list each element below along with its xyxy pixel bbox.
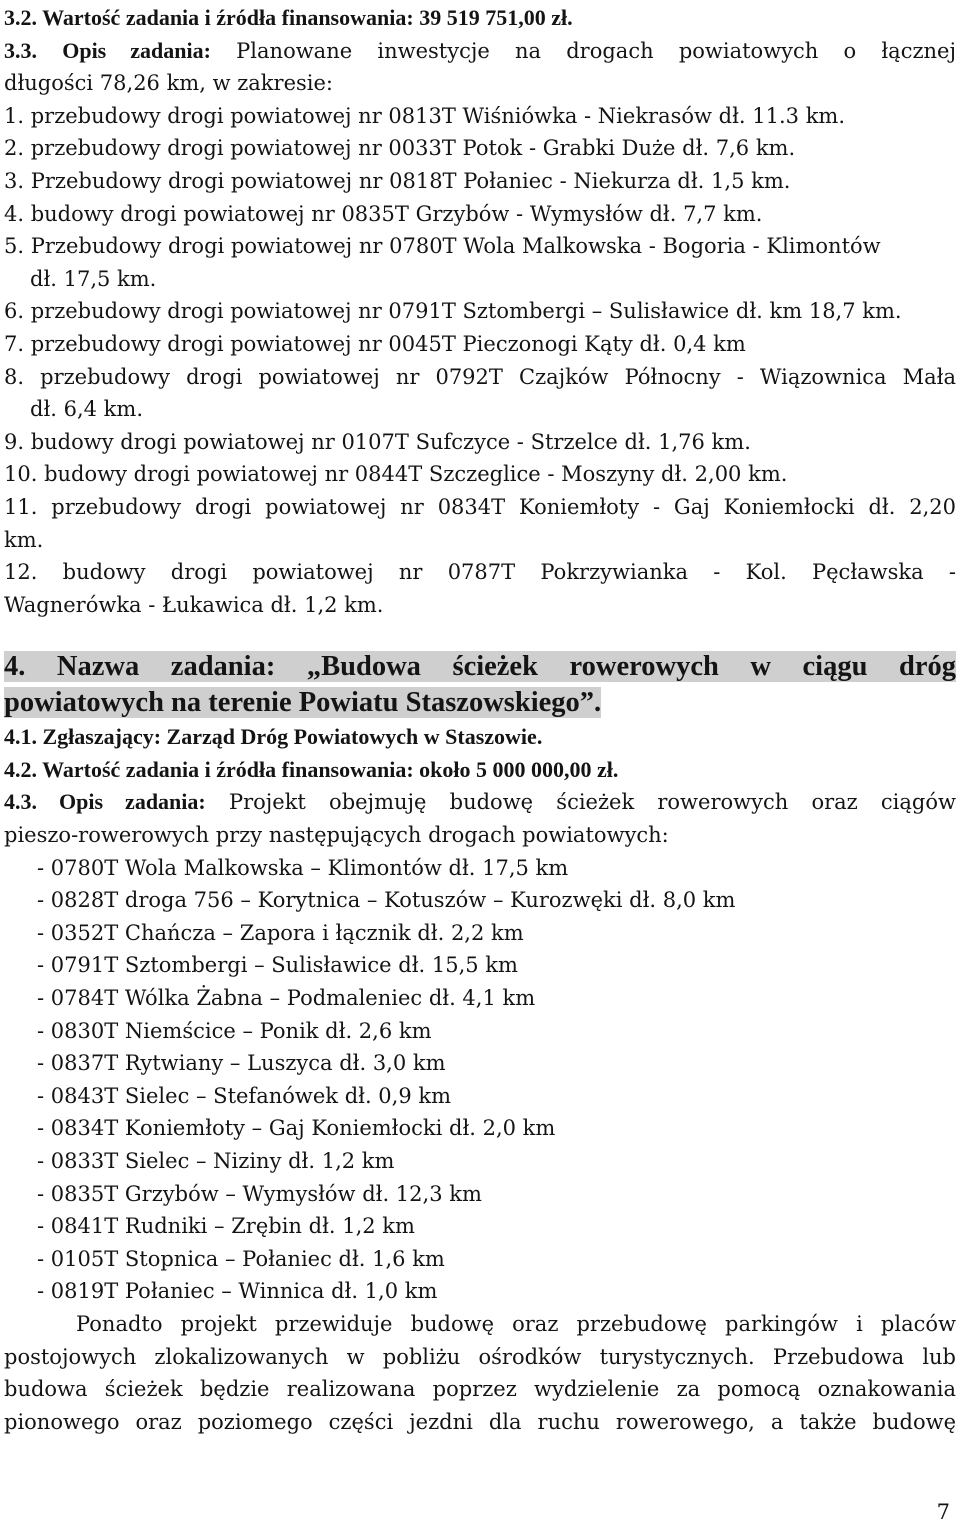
road-item: - 0105T Stopnica – Połaniec dł. 1,6 km bbox=[37, 1246, 445, 1271]
section-3-3: 3.3. Opis zadania: Planowane inwestycje na drogach powiatowych o łącznej bbox=[4, 37, 956, 63]
section-4-2: 4.2. Wartość zadania i źródła finansowania: około 5 000 000,00 zł. bbox=[4, 756, 619, 782]
section-4-3-cont: pieszo-rowerowych przy następujących drogach powiatowych: bbox=[4, 823, 669, 848]
list-item: 6. przebudowy drogi powiatowej nr 0791T Sztombergi – Sulisławice dł. km 18,7 km. bbox=[4, 299, 902, 324]
list-item: 8. przebudowy drogi powiatowej nr 0792T Czajków Północny - Wiązownica Mała bbox=[4, 364, 956, 389]
list-item: 5. Przebudowy drogi powiatowej nr 0780T Wola Malkowska - Bogoria - Klimontów bbox=[4, 234, 881, 259]
road-item: - 0830T Niemścice – Ponik dł. 2,6 km bbox=[37, 1018, 432, 1043]
road-item: - 0780T Wola Malkowska – Klimontów dł. 17,5 km bbox=[37, 855, 569, 880]
road-item: - 0837T Rytwiany – Luszyca dł. 3,0 km bbox=[37, 1051, 446, 1076]
road-item: - 0843T Sielec – Stefanówek dł. 0,9 km bbox=[37, 1083, 452, 1108]
list-item: 1. przebudowy drogi powiatowej nr 0813T Wiśniówka - Niekrasów dł. 11.3 km. bbox=[4, 103, 846, 128]
list-item: 2. przebudowy drogi powiatowej nr 0033T Potok - Grabki Duże dł. 7,6 km. bbox=[4, 136, 796, 161]
road-item: - 0834T Koniemłoty – Gaj Koniemłocki dł. 2,0 km bbox=[37, 1116, 556, 1141]
closing-paragraph bbox=[4, 1308, 956, 1438]
list-item-cont: Wagnerówka - Łukawica dł. 1,2 km. bbox=[4, 592, 384, 617]
section-4-1: 4.1. Zgłaszający: Zarząd Dróg Powiatowych w Staszowie. bbox=[4, 724, 543, 750]
list-item-cont: dł. 17,5 km. bbox=[30, 266, 157, 291]
section-3-3-cont: długości 78,26 km, w zakresie: bbox=[4, 71, 333, 96]
list-item: 7. przebudowy drogi powiatowej nr 0045T Pieczonogi Kąty dł. 0,4 km bbox=[4, 331, 746, 356]
road-item: - 0352T Chańcza – Zapora i łącznik dł. 2,2 km bbox=[37, 920, 524, 945]
road-item: - 0835T Grzybów – Wymysłów dł. 12,3 km bbox=[37, 1181, 482, 1206]
list-item-cont: dł. 6,4 km. bbox=[30, 397, 143, 422]
list-item: 12. budowy drogi powiatowej nr 0787T Pokrzywianka - Kol. Pęcławska - bbox=[4, 560, 956, 585]
road-list bbox=[4, 852, 956, 1308]
paragraph-line: budowa ścieżek będzie realizowana poprzez wydzielenie za pomocą oznakowania bbox=[4, 1377, 956, 1402]
page-number: 7 bbox=[936, 1500, 950, 1524]
paragraph-line: postojowych zlokalizowanych w pobliżu ośrodków turystycznych. Przebudowa lub bbox=[4, 1344, 956, 1369]
list-item: 9. budowy drogi powiatowej nr 0107T Sufczyce - Strzelce dł. 1,76 km. bbox=[4, 429, 751, 454]
list-item: 4. budowy drogi powiatowej nr 0835T Grzybów - Wymysłów dł. 7,7 km. bbox=[4, 201, 763, 226]
road-item: - 0784T Wólka Żabna – Podmaleniec dł. 4,1 km bbox=[37, 986, 536, 1011]
road-item: - 0841T Rudniki – Zrębin dł. 1,2 km bbox=[37, 1214, 415, 1239]
list-item: 3. Przebudowy drogi powiatowej nr 0818T Połaniec - Niekurza dł. 1,5 km. bbox=[4, 168, 791, 193]
road-item: - 0828T droga 756 – Korytnica – Kotuszów – Kurozwęki dł. 8,0 km bbox=[37, 888, 736, 913]
road-item: - 0791T Sztombergi – Sulisławice dł. 15,5 km bbox=[37, 953, 518, 978]
list-item: 10. budowy drogi powiatowej nr 0844T Szczeglice - Moszyny dł. 2,00 km. bbox=[4, 462, 788, 487]
paragraph-line: Ponadto projekt przewiduje budowę oraz przebudowę parkingów i placów bbox=[76, 1311, 956, 1336]
document-page bbox=[4, 2, 956, 1438]
section-4-3: 4.3. Opis zadania: Projekt obejmuję budowę ścieżek rowerowych oraz ciągów bbox=[4, 789, 956, 815]
list-item-cont: km. bbox=[4, 527, 44, 552]
list-item: 11. przebudowy drogi powiatowej nr 0834T Koniemłoty - Gaj Koniemłocki dł. 2,20 bbox=[4, 494, 956, 519]
road-item: - 0819T Połaniec – Winnica dł. 1,0 km bbox=[37, 1279, 438, 1304]
section-4-title: 4. Nazwa zadania: „Budowa ścieżek rowerowych w ciągu dróg bbox=[4, 651, 956, 683]
section-3-2: 3.2. Wartość zadania i źródła finansowania: 39 519 751,00 zł. bbox=[4, 5, 573, 30]
investment-list bbox=[4, 100, 956, 622]
section-4-title-cont: powiatowych na terenie Powiatu Staszowskiego”. bbox=[4, 687, 602, 719]
paragraph-line: pionowego oraz poziomego części jezdni dla ruchu rowerowego, a także budowę bbox=[4, 1409, 956, 1434]
road-item: - 0833T Sielec – Niziny dł. 1,2 km bbox=[37, 1149, 395, 1173]
